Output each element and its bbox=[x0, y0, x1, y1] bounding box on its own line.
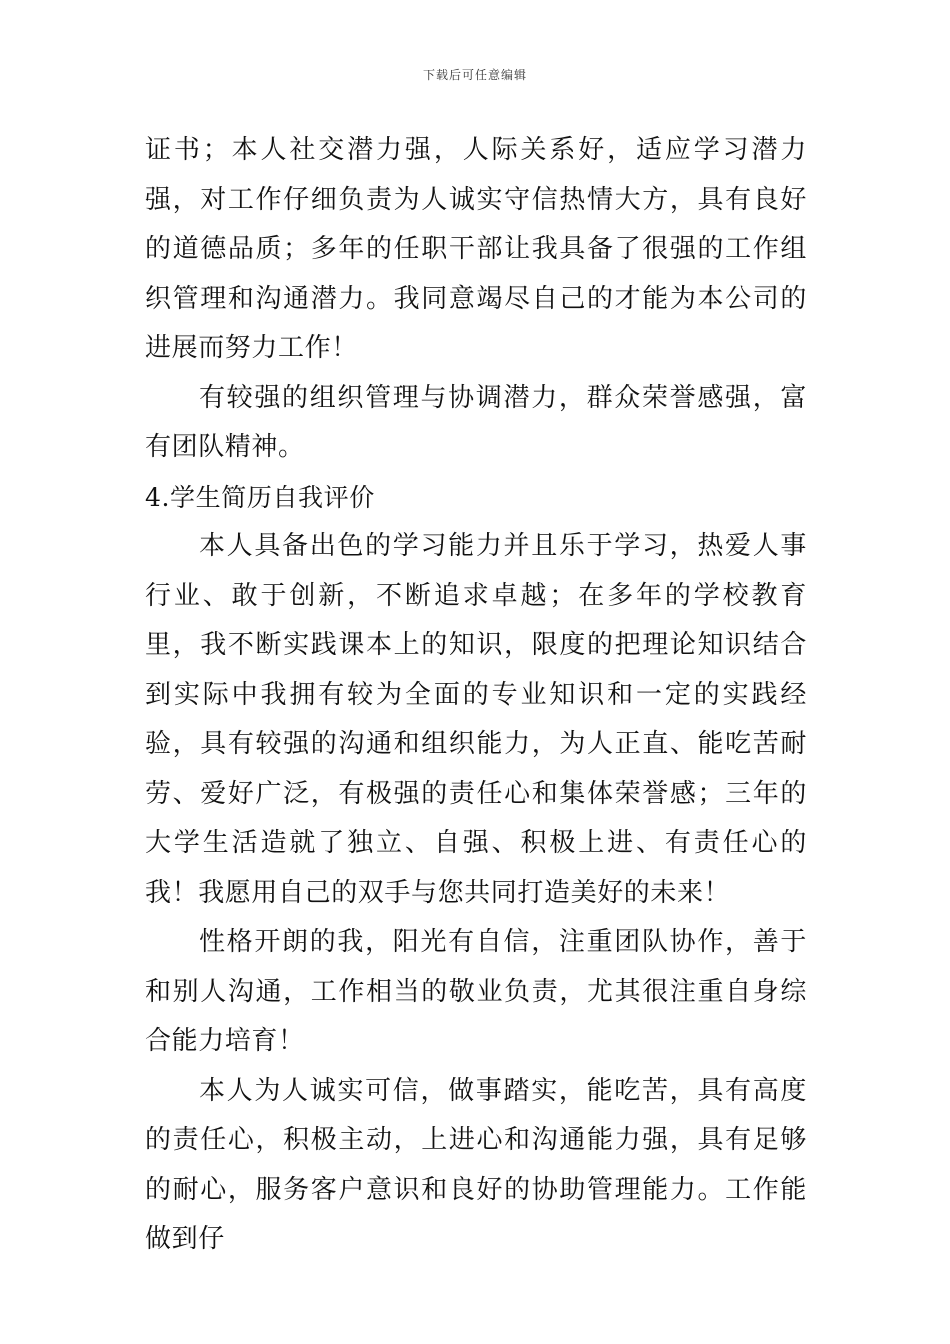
section-heading: 4.学生简历自我评价 bbox=[145, 482, 375, 512]
paragraph-1: 证书；本人社交潜力强，人际关系好，适应学习潜力强，对工作仔细负责为人诚实守信热情大方，具有良好的道德品质；多年的任职干部让我具备了很强的工作组织管理和沟通潜力。我同意竭尽自己的才能为本公司的进展而努力工作！ bbox=[145, 135, 807, 363]
paragraph-4: 性格开朗的我，阳光有自信，注重团队协作，善于和别人沟通，工作相当的敬业负责，尤其很注重自身综合能力培育！ bbox=[145, 927, 807, 1056]
paragraph-3: 本人具备出色的学习能力并且乐于学习，热爱人事行业、敢于创新，不断追求卓越；在多年的学校教育里，我不断实践课本上的知识，限度的把理论知识结合到实际中我拥有较为全面的专业知识和一定的实践经验，具有较强的沟通和组织能力，为人正直、能吃苦耐劳、爱好广泛，有极强的责任心和集体荣誉感；三年的大学生活造就了独立、自强、积极上进、有责任心的我！我愿用自己的双手与您共同打造美好的未来！ bbox=[145, 531, 807, 908]
paragraph-5: 本人为人诚实可信，做事踏实，能吃苦，具有高度的责任心，积极主动，上进心和沟通能力强，具有足够的耐心，服务客户意识和良好的协助管理能力。工作能做到仔 bbox=[145, 1075, 807, 1254]
document-body bbox=[145, 126, 807, 1265]
paragraph-2: 有较强的组织管理与协调潜力，群众荣誉感强，富有团队精神。 bbox=[145, 382, 807, 462]
page-header: 下载后可任意编辑 bbox=[422, 68, 527, 82]
